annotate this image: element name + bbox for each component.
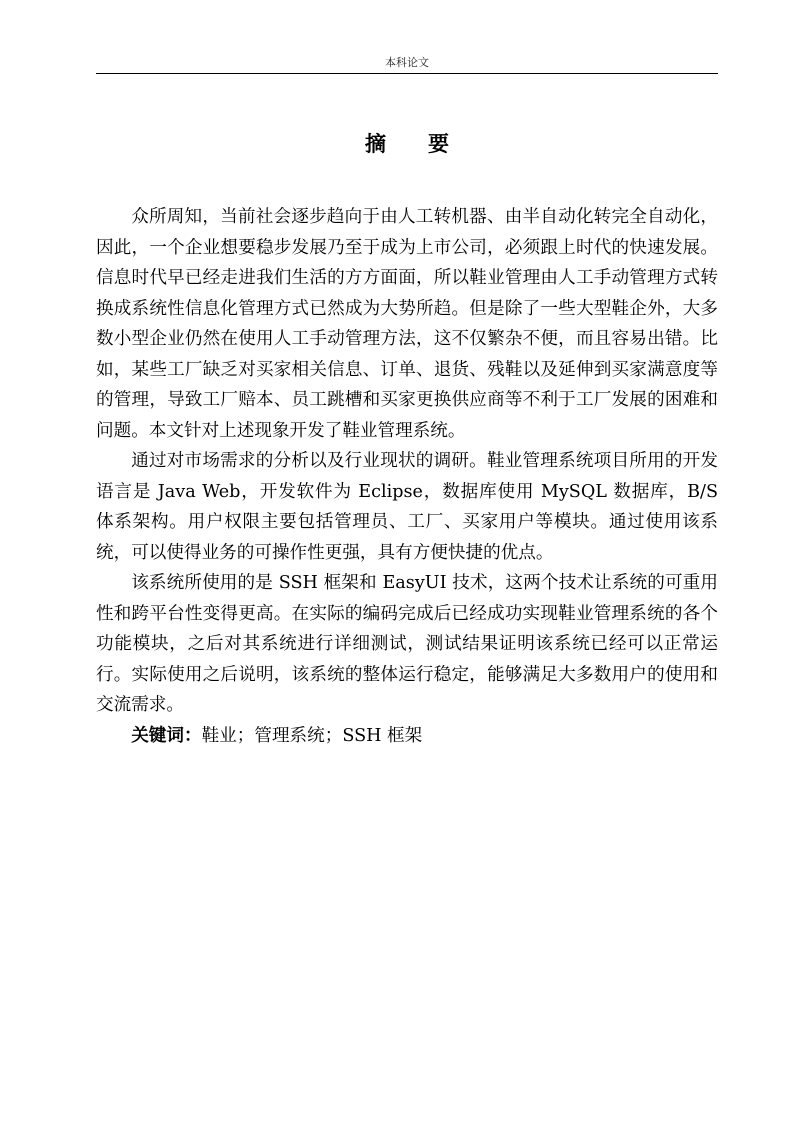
abstract-paragraph-3: 该系统所使用的是 SSH 框架和 EasyUI 技术，这两个技术让系统的可重用性和跨平台性变得更高。在实际的编码完成后已经成功实现鞋业管理系统的各个功能模块，之后对其系统进行详细测试，测试结果证明该系统已经可以正常运行。实际使用之后说明，该系统的整体运行稳定，能够满足大多数用户的使用和交流需求。 (96, 573, 718, 715)
abstract-paragraph-2: 通过对市场需求的分析以及行业现状的调研。鞋业管理系统项目所用的开发语言是 Java Web，开发软件为 Eclipse，数据库使用 MySQL 数据库，B/S 体系架构。用户权限主要包括管理员、工厂、买家用户等模块。通过使用该系统，可以使得业务的可操作性更强，具有方便快捷的优点。 (96, 451, 718, 563)
keywords-label: 关键词： (131, 724, 202, 746)
running-header: 本科论文 (385, 56, 429, 69)
header-rule (96, 73, 718, 74)
abstract-body (96, 202, 718, 751)
abstract-paragraph-1: 众所周知，当前社会逐步趋向于由人工转机器、由半自动化转完全自动化，因此，一个企业想要稳步发展乃至于成为上市公司，必须跟上时代的快速发展。信息时代早已经走进我们生活的方方面面，所以鞋业管理由人工手动管理方式转换成系统性信息化管理方式已然成为大势所趋。但是除了一些大型鞋企外，大多数小型企业仍然在使用人工手动管理方法，这不仅繁杂不便，而且容易出错。比如，某些工厂缺乏对买家相关信息、订单、退货、残鞋以及延伸到买家满意度等的管理，导致工厂赔本、员工跳槽和买家更换供应商等不利于工厂发展的困难和问题。本文针对上述现象开发了鞋业管理系统。 (96, 207, 718, 441)
page-title: 摘要 (365, 131, 491, 156)
keywords-line (96, 721, 718, 752)
keywords-value: 鞋业；管理系统；SSH 框架 (201, 725, 423, 746)
